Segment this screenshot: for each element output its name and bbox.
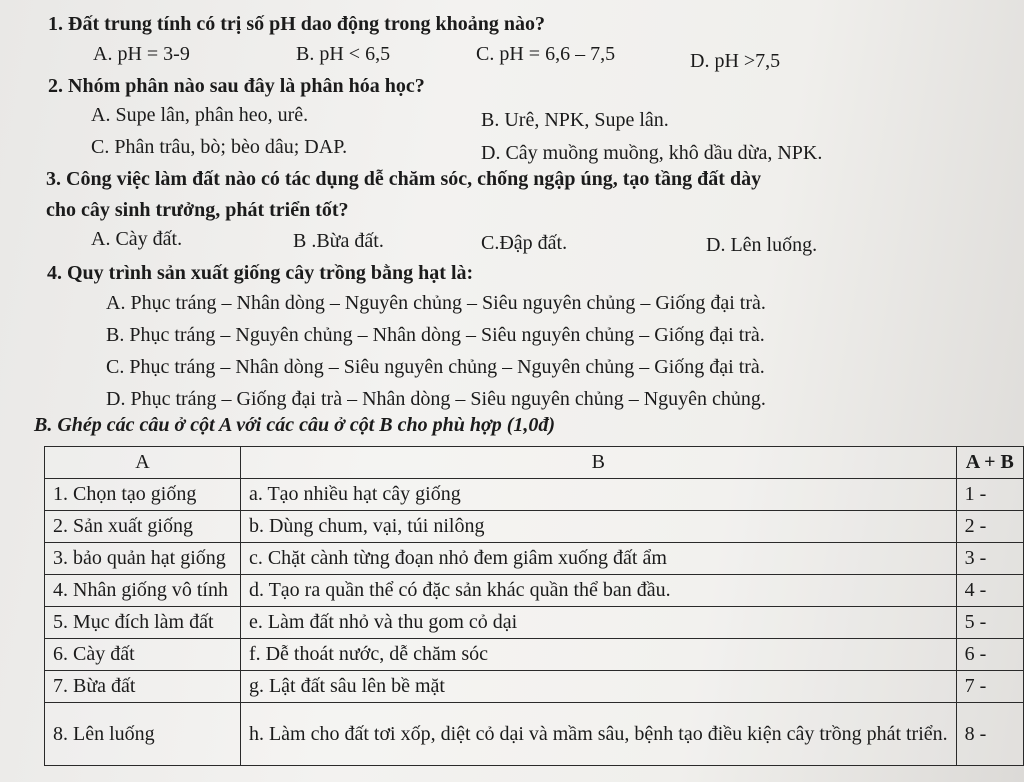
cell-answer[interactable]: 4 - [956,575,1023,607]
cell-a: 2. Sản xuất giống [45,511,241,543]
question-4-option-c: C. Phục tráng – Nhân dòng – Siêu nguyên chủng – Nguyên chủng – Giống đại trà. [106,356,765,378]
table-row [45,703,1024,766]
cell-b: h. Làm cho đất tơi xốp, diệt cỏ dại và mầm sâu, bệnh tạo điều kiện cây trồng phát triển. [240,703,956,766]
question-2-option-d: D. Cây muồng muồng, khô dầu dừa, NPK. [481,142,823,164]
cell-b: c. Chặt cành từng đoạn nhỏ đem giâm xuống đất ẩm [240,543,956,575]
question-3-option-b: B .Bừa đất. [293,230,384,252]
cell-b: f. Dễ thoát nước, dễ chăm sóc [240,639,956,671]
cell-a: 5. Mục đích làm đất [45,607,241,639]
section-b-title: B. Ghép các câu ở cột A với các câu ở cột B cho phù hợp (1,0đ) [34,414,556,436]
table-row [45,671,1024,703]
cell-a: 7. Bừa đất [45,671,241,703]
question-3-option-a: A. Cày đất. [91,228,183,250]
table-row [45,575,1024,607]
column-a-header: A [45,447,241,479]
table-row [45,543,1024,575]
question-1-option-b: B. pH < 6,5 [296,43,391,65]
question-1-option-a: A. pH = 3-9 [93,43,190,65]
question-4-option-a: A. Phục tráng – Nhân dòng – Nguyên chủng – Siêu nguyên chủng – Giống đại trà. [106,292,766,314]
cell-a: 3. bảo quản hạt giống [45,543,241,575]
cell-a: 1. Chọn tạo giống [45,479,241,511]
matching-table [44,446,1024,766]
question-1-option-d: D. pH >7,5 [690,50,781,72]
question-1-title: 1. Đất trung tính có trị số pH dao động trong khoảng nào? [48,13,545,35]
question-3-option-d: D. Lên luống. [706,234,818,256]
question-4-title: 4. Quy trình sản xuất giống cây trồng bằng hạt là: [47,262,474,284]
table-header-row [45,447,1024,479]
question-2-option-a: A. Supe lân, phân heo, urê. [91,104,309,126]
cell-b: b. Dùng chum, vại, túi nilông [240,511,956,543]
table-row [45,511,1024,543]
question-2-option-b: B. Urê, NPK, Supe lân. [481,109,669,131]
cell-a: 4. Nhân giống vô tính [45,575,241,607]
question-4-option-d: D. Phục tráng – Giống đại trà – Nhân dòng – Siêu nguyên chủng – Nguyên chủng. [106,388,766,410]
question-2-title: 2. Nhóm phân nào sau đây là phân hóa học? [48,75,425,97]
cell-answer[interactable]: 6 - [956,639,1023,671]
cell-answer[interactable]: 7 - [956,671,1023,703]
cell-answer[interactable]: 1 - [956,479,1023,511]
table-row [45,639,1024,671]
question-2-option-c: C. Phân trâu, bò; bèo dâu; DAP. [91,136,348,158]
cell-b: e. Làm đất nhỏ và thu gom cỏ dại [240,607,956,639]
question-4-option-b: B. Phục tráng – Nguyên chủng – Nhân dòng – Siêu nguyên chủng – Giống đại trà. [106,324,765,346]
cell-answer[interactable]: 3 - [956,543,1023,575]
column-answer-header: A + B [956,447,1023,479]
column-b-header: B [240,447,956,479]
cell-answer[interactable]: 2 - [956,511,1023,543]
cell-answer[interactable]: 5 - [956,607,1023,639]
cell-answer[interactable]: 8 - [956,703,1023,766]
cell-b: g. Lật đất sâu lên bề mặt [240,671,956,703]
cell-b: a. Tạo nhiều hạt cây giống [240,479,956,511]
question-1-option-c: C. pH = 6,6 – 7,5 [476,43,616,65]
cell-a: 6. Cày đất [45,639,241,671]
question-3-title-line-1: 3. Công việc làm đất nào có tác dụng dễ chăm sóc, chống ngập úng, tạo tầng đất dày [46,168,762,190]
table-row [45,607,1024,639]
cell-a: 8. Lên luống [45,703,241,766]
question-3-title-line-2: cho cây sinh trưởng, phát triển tốt? [46,199,349,221]
question-3-option-c: C.Đập đất. [481,232,568,254]
cell-b: d. Tạo ra quần thể có đặc sản khác quần thể ban đầu. [240,575,956,607]
table-row [45,479,1024,511]
